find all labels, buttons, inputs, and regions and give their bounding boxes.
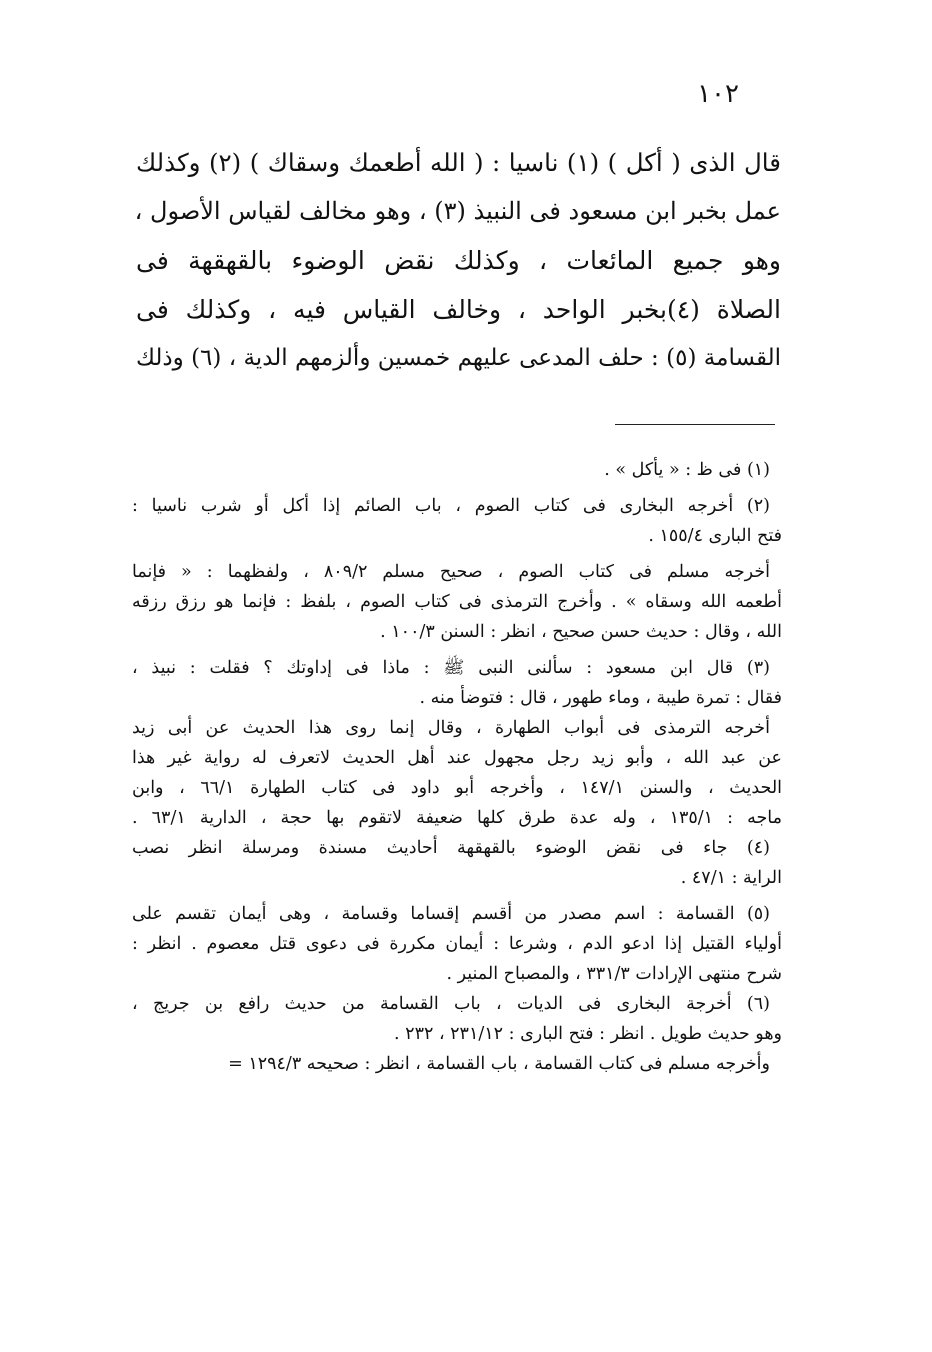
footnote-line: الله ، وقال : حديث حسن صحيح ، انظر : السنن ١٠٠/٣ .	[380, 622, 782, 642]
footnote-4	[132, 833, 782, 893]
main-text-line: قال الذى ( أكل ) (١) ناسيا : ( الله أطعمك وسقاك ) (٢) وكذلك	[136, 148, 781, 177]
footnote-line: الحديث ، والسنن ١٤٧/١ ، وأخرجه أبو داود فى كتاب الطهارة ٦٦/١ ، وابن	[132, 778, 783, 798]
footnote-6-continued	[132, 1049, 782, 1079]
main-text-line: الصلاة (٤)بخبر الواحد ، وخالف القياس فيه ، وكذلك فى	[136, 295, 781, 324]
footnote-line: فقال : تمرة طيبة ، وماء طهور ، قال : فتوضأ منه .	[419, 688, 782, 708]
footnote-line: عن عبد الله ، وأبو زيد رجل مجهول عند أهل الحديث لاتعرف له رواية غير هذا	[132, 748, 782, 768]
footnote-line: أخرجه مسلم فى كتاب الصوم ، صحيح مسلم ٨٠٩/٢ ، ولفظهما : « فإنما	[132, 562, 770, 582]
footnote-line: أخرجه الترمذى فى أبواب الطهارة ، وقال إنما روى هذا الحديث عن أبى زيد	[132, 718, 770, 738]
footnote-line: وهو حديث طويل . انظر : فتح البارى : ٢٣١/١٢ ، ٢٣٢ .	[394, 1024, 782, 1044]
footnote-2-continued	[132, 557, 782, 647]
footnote-5	[132, 899, 782, 989]
footnote-1	[132, 455, 782, 485]
footnote-3	[132, 653, 782, 713]
footnote-line: أولياء القتيل إذا ادعو الدم ، وشرعا : أيمان مكررة فى دعوى قتل معصوم . انظر :	[132, 934, 782, 954]
main-text-line: وهو جميع المائعات ، وكذلك نقض الوضوء بالقهقهة فى	[136, 246, 781, 275]
footnote-line: ماجه : ١٣٥/١ ، وله عدة طرق كلها ضعيفة لاتقوم بها حجة ، الدارية ٦٣/١ .	[132, 808, 782, 828]
page-number: ١٠٢	[697, 79, 739, 109]
footnote-2	[132, 491, 782, 551]
footnote-line: فتح البارى ١٥٥/٤ .	[648, 526, 782, 546]
footnote-6	[132, 989, 782, 1049]
footnote-separator	[615, 424, 775, 425]
main-text-line: عمل بخبر ابن مسعود فى النبيذ (٣) ، وهو مخالف لقياس الأصول ،	[134, 197, 781, 225]
main-text	[136, 138, 781, 383]
footnote-line: (٢) أخرجه البخارى فى كتاب الصوم ، باب الصائم إذا أكل أو شرب ناسيا :	[132, 496, 770, 516]
footnote-3-continued	[132, 713, 782, 833]
footnote-line: (٤) جاء فى نقض الوضوء بالقهقهة أحاديث مسندة ومرسلة انظر نصب	[132, 838, 770, 858]
footnotes	[132, 455, 782, 1079]
footnote-line: أطعمه الله وسقاه » . وأخرج الترمذى فى كتاب الصوم ، بلفظ : فإنما هو رزق رزقه	[132, 592, 782, 612]
footnote-line: (١) فى ظ : « يأكل » .	[604, 460, 770, 480]
footnote-line: (٥) القسامة : اسم مصدر من أقسم إقساما وقسامة ، وهى أيمان تقسم على	[132, 904, 770, 924]
footnote-line: (٣) قال ابن مسعود : سألنى النبى ﷺ : ماذا فى إداوتك ؟ فقلت : نبيذ ،	[132, 658, 770, 678]
footnote-line: الراية : ٤٧/١ .	[680, 868, 782, 888]
footnote-line: (٦) أخرجة البخارى فى الديات ، باب القسامة من حديث رافع بن جريج ،	[132, 994, 770, 1014]
main-text-line: القسامة (٥) : حلف المدعى عليهم خمسين وألزمهم الدية ، (٦) وذلك	[136, 345, 781, 371]
footnote-line: وأخرجه مسلم فى كتاب القسامة ، باب القسامة ، انظر : صحيحه ١٢٩٤/٣ =	[228, 1054, 770, 1074]
footnote-line: شرح منتهى الإرادات ٣٣١/٣ ، والمصباح المنير .	[446, 964, 782, 984]
